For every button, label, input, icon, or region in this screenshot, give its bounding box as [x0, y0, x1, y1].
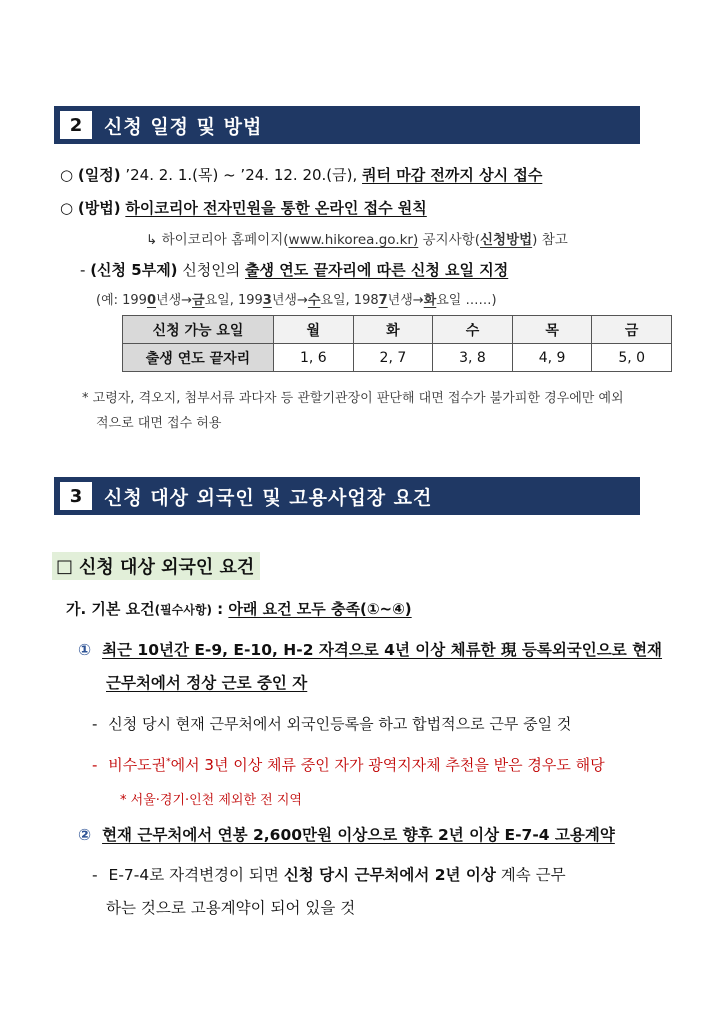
table-header-cell: 출생 연도 끝자리 [123, 344, 274, 372]
subsection-title: □ 신청 대상 외국인 요건 [52, 552, 260, 580]
requirement-1-sub-2: - 비수도권*에서 3년 이상 체류 중인 자가 광역지자체 추천을 받은 경우도 해당 [92, 756, 605, 774]
square-icon: □ [56, 555, 74, 577]
table-cell: 1, 6 [274, 344, 354, 372]
section-3-header [54, 477, 640, 515]
requirement-2-sub: - E-7-4로 자격변경이 되면 신청 당시 근무처에서 2년 이상 계속 근무 [92, 866, 566, 884]
requirement-1-line-2: 근무처에서 정상 근로 중인 자 [106, 674, 308, 692]
method-emph: 하이코리아 전자민원을 통한 온라인 접수 원칙 [125, 199, 427, 217]
requirement-2-sub-line-2: 하는 것으로 고용계약이 되어 있을 것 [106, 899, 356, 917]
table-cell: 목 [512, 316, 592, 344]
table-row [123, 316, 672, 344]
basic-requirement-line: 가. 기본 요건(필수사항) : 아래 요건 모두 충족(①~④) [66, 600, 412, 618]
bullet: ○ [60, 166, 74, 184]
table-cell: 5, 0 [592, 344, 672, 372]
requirement-1-note: * 서울·경기·인천 제외한 전 지역 [120, 793, 302, 808]
table-cell: 2, 7 [353, 344, 433, 372]
requirement-1-sub-1: - 신청 당시 현재 근무처에서 외국인등록을 하고 합법적으로 근무 중일 것 [92, 715, 572, 733]
hikorea-link[interactable]: www.hikorea.go.kr) [288, 232, 419, 248]
section-3-number: 3 [60, 482, 92, 510]
note-line-2: 적으로 대면 접수 허용 [96, 416, 222, 431]
fiveday-emph: 출생 연도 끝자리에 따른 신청 요일 지정 [245, 261, 509, 279]
requirement-2: ② 현재 근무처에서 연봉 2,600만원 이상으로 향후 2년 이상 E-7-4 고용계약 [78, 826, 615, 844]
schedule-label: (일정) [77, 166, 121, 184]
circle-number-2: ② [78, 826, 92, 844]
method-sub-line: ↳ 하이코리아 홈페이지(www.hikorea.go.kr) 공지사항(신청방법) 참고 [146, 232, 568, 248]
method-label: (방법) [77, 199, 121, 217]
table-cell: 화 [353, 316, 433, 344]
section-2-title: 신청 일정 및 방법 [104, 115, 263, 138]
bullet: ○ [60, 199, 74, 217]
schedule-line [60, 164, 542, 185]
table-cell: 수 [433, 316, 513, 344]
schedule-dates: ’24. 2. 1.(목) ~ ’24. 12. 20.(금), [120, 166, 363, 184]
table-header-cell: 신청 가능 요일 [123, 316, 274, 344]
circle-number-1: ① [78, 641, 92, 659]
fiveday-line: - (신청 5부제) 신청인의 출생 연도 끝자리에 따른 신청 요일 지정 [80, 261, 509, 279]
section-2-number: 2 [60, 111, 92, 139]
note-line-1: * 고령자, 격오지, 첨부서류 과다자 등 관할기관장이 판단해 대면 접수가 불가피한 경우에만 예외 [82, 391, 624, 406]
example-line: (예: 1990년생→금요일, 1993년생→수요일, 1987년생→화요일 ……) [96, 293, 497, 308]
section-2-header [54, 106, 640, 144]
table-cell: 3, 8 [433, 344, 513, 372]
table-row [123, 344, 672, 372]
section-3-title: 신청 대상 외국인 및 고용사업장 요건 [104, 486, 433, 509]
application-day-table [122, 315, 672, 372]
table-cell: 월 [274, 316, 354, 344]
table-cell: 금 [592, 316, 672, 344]
method-line [60, 197, 427, 218]
fiveday-label: (신청 5부제) [90, 261, 178, 279]
requirement-1: ① 최근 10년간 E-9, E-10, H-2 자격으로 4년 이상 체류한 現 등록외국인으로 현재 [78, 641, 663, 659]
table-cell: 4, 9 [512, 344, 592, 372]
schedule-emph: 쿼터 마감 전까지 상시 접수 [362, 166, 543, 184]
